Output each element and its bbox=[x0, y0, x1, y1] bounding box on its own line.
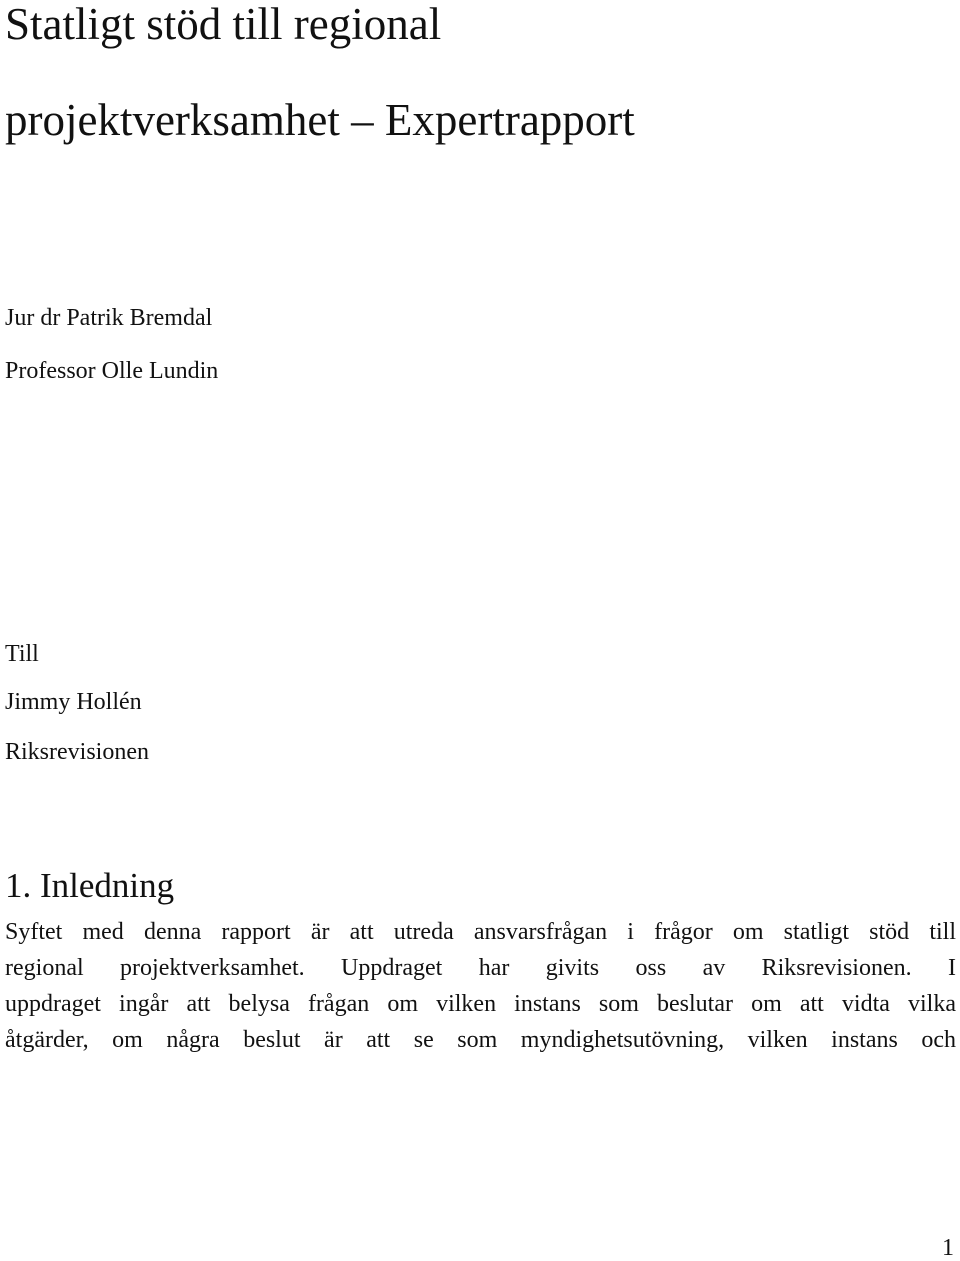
author-name: Professor Olle Lundin bbox=[5, 358, 219, 384]
body-text-line: åtgärder, om några beslut är att se som myndighetsutövning, vilken instans och bbox=[5, 1027, 956, 1053]
section-heading: 1. Inledning bbox=[5, 866, 175, 905]
document-title-line-2: projektverksamhet – Expertrapport bbox=[5, 95, 635, 145]
recipient-organization: Riksrevisionen bbox=[5, 739, 149, 765]
author-name: Jur dr Patrik Bremdal bbox=[5, 305, 213, 331]
page-number: 1 bbox=[942, 1235, 954, 1261]
section-body bbox=[5, 914, 956, 1058]
body-text-line: uppdraget ingår att belysa frågan om vilken instans som beslutar om att vidta vilka bbox=[5, 991, 956, 1017]
recipient-name: Jimmy Hollén bbox=[5, 689, 142, 715]
document-title-line-1: Statligt stöd till regional bbox=[5, 0, 442, 49]
recipient-label: Till bbox=[5, 641, 39, 667]
body-text-line: regional projektverksamhet. Uppdraget har givits oss av Riksrevisionen. I bbox=[5, 955, 956, 981]
body-text-line: Syftet med denna rapport är att utreda ansvarsfrågan i frågor om statligt stöd till bbox=[5, 919, 956, 945]
